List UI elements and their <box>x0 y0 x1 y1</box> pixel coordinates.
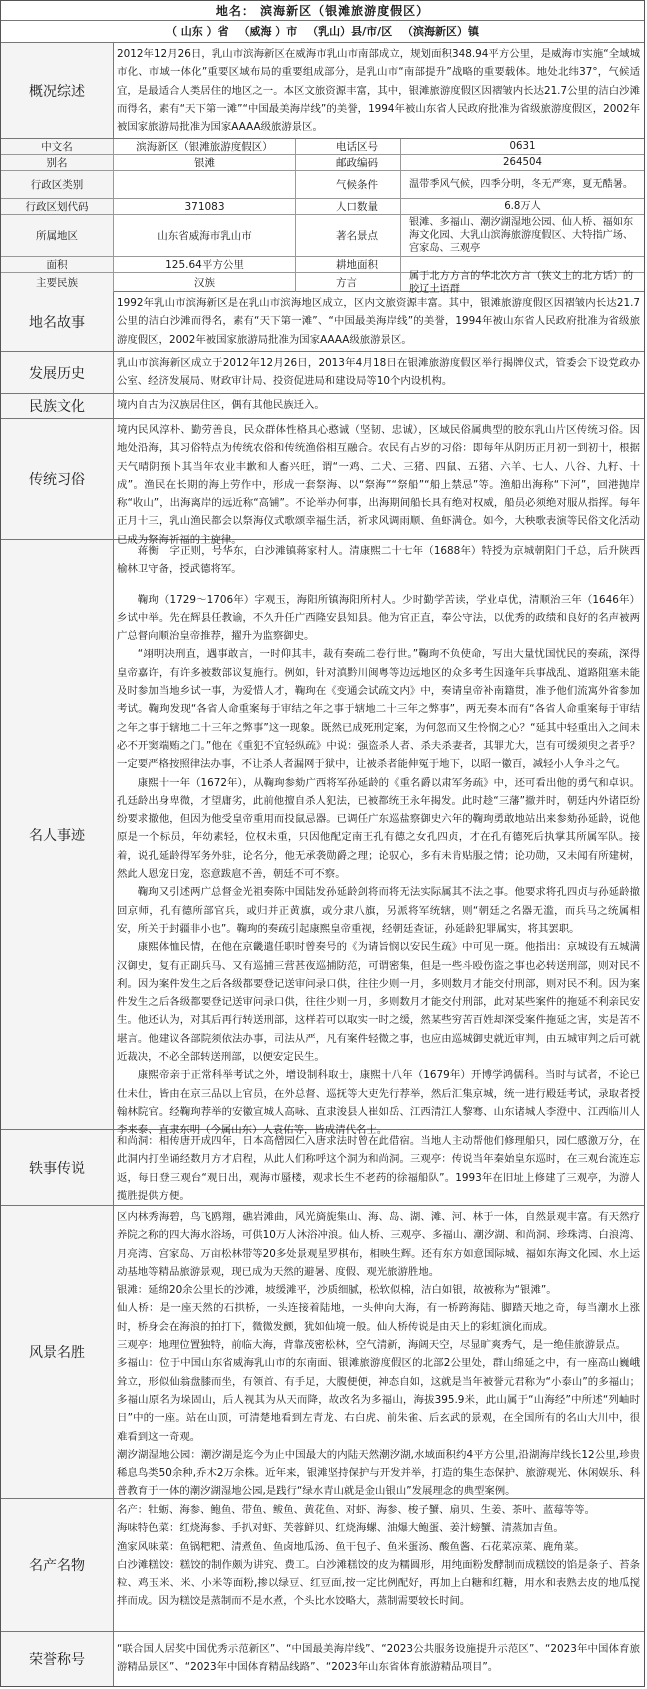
info-row <box>1 215 644 257</box>
info-value: 汉族 <box>114 273 296 292</box>
section-custom <box>1 419 644 546</box>
section-overview <box>1 43 644 139</box>
section-ethnic <box>1 394 644 419</box>
info-key: 方言 <box>296 273 401 292</box>
province: （ 山东 ）省 <box>165 25 229 38</box>
section-text: “联合国人居奖中国优秀示范新区”、“中国最美海岸线”、“2023公共服务设施提升示范区”、“2023年中国体育旅游精品景区”、“2023年中国体育精品线路”、“2023年山东省体育旅游精品项目”。 <box>117 1643 640 1674</box>
section-label: 传统习俗 <box>1 419 114 539</box>
section-text: 乳山市滨海新区成立于2012年12月26日，2013年4月18日在银滩旅游度假区举行揭牌仪式，管委会下设党政办公室、经济发展局、财政审计局、投资促进局和建设局等10个内设机构。 <box>117 357 640 388</box>
section-scenery <box>1 1206 644 1499</box>
location-line <box>1 21 644 43</box>
info-key: 人口数量 <box>296 199 401 214</box>
info-key: 耕地面积 <box>296 257 401 272</box>
info-value: 滨海新区（银滩旅游度假区） <box>114 139 296 154</box>
section-label: 民族文化 <box>1 394 114 418</box>
info-value: 山东省威海市乳山市 <box>114 215 296 256</box>
section-legend <box>1 1130 644 1206</box>
section-label: 风景名胜 <box>1 1206 114 1498</box>
info-key: 著名景点 <box>296 215 401 256</box>
info-key: 面积 <box>1 257 114 272</box>
info-key: 别名 <box>1 155 114 170</box>
info-value <box>114 171 296 198</box>
info-value: 371083 <box>114 199 296 214</box>
info-row <box>1 270 644 295</box>
section-text: 境内民风淳朴、勤劳善良，民众群体性格具心憨诚（坚韧、忠诚），区域民俗属典型的胶东乳山片区传统习俗。因地处沿海，其习俗特点为传统农俗和传统渔俗相互融合。农民有占岁的习俗：即每年从阴历正月初一到初十，根据天气晴阴预卜其当年农业丰歉和人畜兴旺，谓“一鸡、二犬、三猪、四鼠、五猪、六羊、七人、八谷、九籽、十成”。渔民在长期的海上劳作中，形成一套祭海、以“祭海”“祭船”“船上禁忌”等。渔船出海称“下河”，回港抛岸称“收山”，出海离岸的远近称“高铺”。不论举办何事，出海期间船长具有绝对权威，船员必须绝对服从指挥。每年正月十三，乳山渔民都会以祭海仪式歌颂幸福生活，祈求风调雨顺、鱼虾满仓。如今，大秧歌表演等民俗文化活动已成为祭海祈福的主旋律。 <box>117 424 640 546</box>
section-text: 境内自古为汉族居住区，偶有其他民族迁入。 <box>117 399 325 411</box>
info-key: 行政区类别 <box>1 171 114 198</box>
page-title: 地名： 滨海新区（银滩旅游度假区） <box>1 1 644 21</box>
info-value: 0631 <box>509 141 536 152</box>
section-label: 概况综述 <box>1 43 114 138</box>
info-row <box>1 171 644 199</box>
section-history <box>1 352 644 394</box>
info-value: 银滩 <box>114 155 296 170</box>
info-value: 264504 <box>503 157 542 168</box>
section-text: 2012年12月26日，乳山市滨海新区在威海市乳山市南部成立，规划面积348.94平方公里，是威海市实施“全域城市化、市域一体化”重要区域布局的重要组成部分，是乳山市“南部提升”战略的重要载体。地处北纬37°，气候适宜，是最适合人类居住的地区之一。本区文旅资源丰富，其中，银滩旅游度假区因褶皱内长达21.7公里的洁白沙滩而得名，素有“天下第一滩”“中国最美海岸线”的美誉，1994年被山东省人民政府批准为省级旅游度假区，2002年被国家旅游局批准为国家AAAA级旅游景区。 <box>117 48 640 134</box>
section-text: 名产：牡蛎、海参、鲍鱼、带鱼、鲅鱼、黄花鱼、对虾、海参、梭子蟹、扇贝、生姜、茶叶、蓝莓等等。 海味特色菜：红烧海参、手扒对虾、芙蓉鲜贝、红烧海螺、油爆大鲍蛋、姜汁螃蟹、清蒸加吉鱼。 渔家风味菜：鱼锅粑粑、清煮鱼、鱼卤地瓜汤、鱼干包子、鱼米蛋汤、酸鱼酱、石花菜凉菜、鹿角菜。 白沙滩糕饺：糕饺的制作颇为讲究、费工。白沙滩糕饺的皮为糯圆形，用纯面粉发酵制而成糕饺的馅是条子、苔条粒、鸡玉米、米、小米等面粉,掺以绿豆、红豆面,按一定比例配好，再加上白糖和红糖，用水和表熟去皮的地瓜搅拌而成。因为糕饺是蒸制而不是水煮，个头比水饺略大，蒸制需要较长时间。 <box>117 1504 640 1608</box>
section-label: 名产名物 <box>1 1499 114 1631</box>
info-value: 银滩、多福山、潮汐湖湿地公园、仙人桥、福如东海文化园、大乳山滨海旅游度假区、大特指广场、宫家岛、三观亭 <box>409 217 634 254</box>
section-text: 蒋衡 字正则，号华东，白沙滩镇蒋家村人。清康熙二十七年（1688年）特授为京城朝阳门千总，后升陕西榆林卫守备，授武德将军。 鞠珣（1729～1706年）字观玉，海阳所镇海阳所村人。少时勤学苦读，学业卓优，清顺治三年（1646年）乡试中举。先在辉县任教谕，不久升任广西隆安县知县。他为官正直，奉公守法，以优秀的政绩和良好的名声被两广总督向顺治皇帝推荐，擢升为监察御史。 “翊明决刑直，遇事敢言，一时仰其丰，裁有奏疏二卷行世。”鞠珣不负使命，写出大量忧国忧民的奏疏，深得皇帝嘉许，有许多被数部议复施行。例如，针对滇黔川闽粤等边远地区的众多考生因逢年兵事战乱、道路阻塞未能及时参加当地乡试一事，为爱惜人才，鞠珣在《变通会试疏文内》中，奏请皇帝补南籍贯，准予他们流寓外省参加考试。鞠珣发现“各省人命重案每于审结之年之事于辖地二十三年之弊事”，两无奏本而有“各省人命重案每于审结之年之事于辖地二十三年之弊事”这一现象。既然已成死刑定案，为何忽而又生怜悯之心？“延其中轻重出入之间未必不开窦端贿之门。”他在《重犯不宜轻纵疏》中说：强盗杀人者、杀夫杀妻者，其罪尤大，岂有可缓须臾之者乎？一定要严格按照律法办事，不让杀人者漏网于狱中，让被杀者能伸冤于地下，以昭一徽百，减轻小人争斗之气。 康熙十一年（1672年），从鞠珣参劾广西将军孙延龄的《重名爵以肃军务疏》中，还可看出他的勇气和卓识。孔廷龄出身卑微，才望庸劣，此前他擅自杀人犯法，已被都统王永年揭发。此时趁“三藩”撤并时，朝廷内外诸臣纷纷要求撤他，但因为他受皇帝重用而投鼠忌器。已调任广东巡盐察御史六年的鞠珣勇敢地站出来参劾孙延龄，说他原是一个标员，年幼素轻，位权未重，只因他配定南王孔有德之女孔四贞，才在孔有德死后执掌其所属军队。接着，说孔延龄得军务外驻，论名分，他无承袭勋爵之理；论驭心，多有未肯贴服之情；论功勋，又未闻有所建树，然此人恩宠日宠，恣意跋扈不善，朝廷不可不察。 鞠珣又引述两广总督金光祖奏陈中国陆发孙延龄剑将而将无法实际属其不法之事。他要求将孔四贞与孙延龄撤回京师，孔有德所部官兵，或归并正黄旗，或分隶八旗，另派将军统辖，则“朝廷之名器无滥，而兵马之统属相安，所关于封疆非小也”。鞠珣的奏疏引起康熙皇帝重视，经朝廷查证，孙延龄犯罪属实，将其罢职。 康熙体恤民情，在他在京畿遣任职时曾奏号的《为请旨悯以安民生疏》中可见一斑。他指出：京城设有五城满汉御史，复有正副兵马、又有巡捕三营甚夜巡捕防范，可谓密集，但是一些斗殴伤盗之事也必转送刑部，则对民不利。因为案件发生之后各级都要登记送审问录口供，往往少则一月，多则数月才能交付刑部，则对民不利。因为案件发生之后各级都要登记送审问录口供，往往少则一月，多则数月才能交付刑部，此对某些案件的拖延不利亲民安生。他还认为，对其后再行转送刑部，这样若可以取实一时之缓，然某些穷苦百姓却深受案件拖延之害，实是苦不堪言。他建议各部院须依法办事，司法从严，凡有案件轻微之事，也应由巡城御史就近审判，由五城审判之后可就近裁决，不必全部转送刑部，以便安定民生。 康熙帝亲于正常科举考试之外，增设制科取士，康熙十八年（1679年）开博学鸿儒科。当时与试者，不论已仕未仕，皆由在京三品以上官员，在外总督、巡抚等大吏先行荐举，然后汇集京城，统一进行殿廷考试，录取者授翰林院官。经鞠珣荐举的安徽宣城人高咏、直隶浚县人崔如岳、江西清江人黎骞、山东诸城人李澄中、江西临川人李来泰、直隶东明（今属山东）人袁佑等，皆成清代名士。 <box>117 545 640 1137</box>
town: （滨海新区）镇 <box>402 25 480 38</box>
info-key: 行政区划代码 <box>1 199 114 214</box>
info-key: 所属地区 <box>1 215 114 256</box>
section-label: 名人事迹 <box>1 540 114 1129</box>
info-key: 主要民族 <box>1 273 114 292</box>
section-products <box>1 1499 644 1632</box>
info-row <box>1 155 644 171</box>
section-label: 地名故事 <box>1 292 114 351</box>
county: （乳山）县/市/区 <box>307 25 393 38</box>
info-row <box>1 199 644 215</box>
info-value: 6.8万人 <box>504 201 541 212</box>
info-value: 温带季风气候，四季分明，冬无严寒，夏无酷暑。 <box>409 179 634 190</box>
section-story <box>1 292 644 352</box>
info-value: 属于北方方言的华北次方言（狭义上的北方话）的胶辽土语群 <box>409 270 634 295</box>
info-grid <box>1 139 644 295</box>
section-text: 区内林秀海碧，鸟飞鸥翔，礁岩滩曲，风光旖旎集山、海、岛、湖、滩、河、林于一体，自然景观丰富。有天然疗养院之称的四大海水浴场，可供10万人沐浴冲浪。仙人桥、三观亭、多福山、潮汐湖、和尚洞、珍珠湾、白浪湾、月亮湾、宫家岛、万亩松林带等20多处景观星罗棋布，相映生辉。还有东方如意国际城、福如东海文化园、水上运动基地等精品旅游景观，现已成为天然的避暑、度假、观光旅游胜地。 银滩：延绵20余公里长的沙滩，坡缓滩平，沙质细腻，松软似棉，洁白如银，故被称为“银滩”。 仙人桥：是一座天然的石拱桥，一头连接着陆地，一头伸向大海，有一桥跨海陆、脚踏天地之奇，每当潮水上涨时，桥身会在海浪的拍打下，微微发颤，犹如仙境一般。仙人桥传说是由天上的彩虹演化而成。 三观亭：地理位置独特，前临大海，背靠茂密松林，空气清新，海阔天空，尽显旷爽秀气，是一绝佳旅游景点。 多福山：位于中国山东省威海乳山市的东南面、银滩旅游度假区的北部2公里处，群山绵延之中，有一座高山巍峨耸立，形似仙翁盘膝而坐，有领首、有手足，大腹便便，神态自如，这就是当年被誉元君称为“小泰山”的多福山；多福山原名为垛固山，后人视其为从天而降，故改名为多福山，海拔395.9米，此山属于“山海经”中所述“列岫时日”中的一座。站在山顶，可清楚地看到左青龙、右白虎、前朱雀、后玄武的景观，在全国所有的名山大川中，很难看到这一奇观。 潮汐湖湿地公园：潮汐湖是迄今为止中国最大的内陆天然潮汐湖,水域面积约4平方公里,沿湖海岸线长12公里,珍贵稀息鸟类50余种,乔木2万余株。近年来，银滩坚持保护与开发并举，打造的集生态保护、旅游观光、休闲娱乐、科普教育于一体的潮汐湖湿地公园,是践行“绿水青山就是金山银山”发展理念的典型案例。 <box>117 1211 640 1498</box>
info-key: 中文名 <box>1 139 114 154</box>
info-key: 电话区号 <box>296 139 401 154</box>
info-key: 气候条件 <box>296 171 401 198</box>
section-people <box>1 540 644 1137</box>
section-label: 发展历史 <box>1 352 114 393</box>
section-text: 1992年乳山市滨海新区是在乳山市滨海地区成立，区内文旅资源丰富。其中，银滩旅游度假区因褶皱内长达21.7公里的洁白沙滩而得名，素有“天下第一滩”、“中国最美海岸线”的美誉，1994年被山东省人民政府批准为省级旅游度假区，2002年被国家旅游局批准为国家AAAA级旅游景区。 <box>117 297 640 346</box>
section-label: 荣誉称号 <box>1 1632 114 1686</box>
section-text: 和尚洞：相传唐开成四年，日本高僧园仁入唐求法时曾在此借宿。当地人主动帮他们修理船只，园仁感激万分，在此洞内打坐诵经数月方才启程，从此人们称呼这个洞为和尚洞。三观亭：传说当年秦始皇东巡时，在三观台流连忘返，每日登三观台“观日出，观海市蜃楼，观求长生不老药的徐福船队”。1993年在旧址上修建了三观亭，为游人揽胜提供方便。 <box>117 1135 640 1202</box>
section-honors <box>1 1632 644 1686</box>
section-label: 轶事传说 <box>1 1130 114 1205</box>
info-key: 邮政编码 <box>296 155 401 170</box>
info-row <box>1 139 644 155</box>
info-value: 125.64平方公里 <box>114 257 296 272</box>
city: （威海 ）市 <box>238 25 298 38</box>
